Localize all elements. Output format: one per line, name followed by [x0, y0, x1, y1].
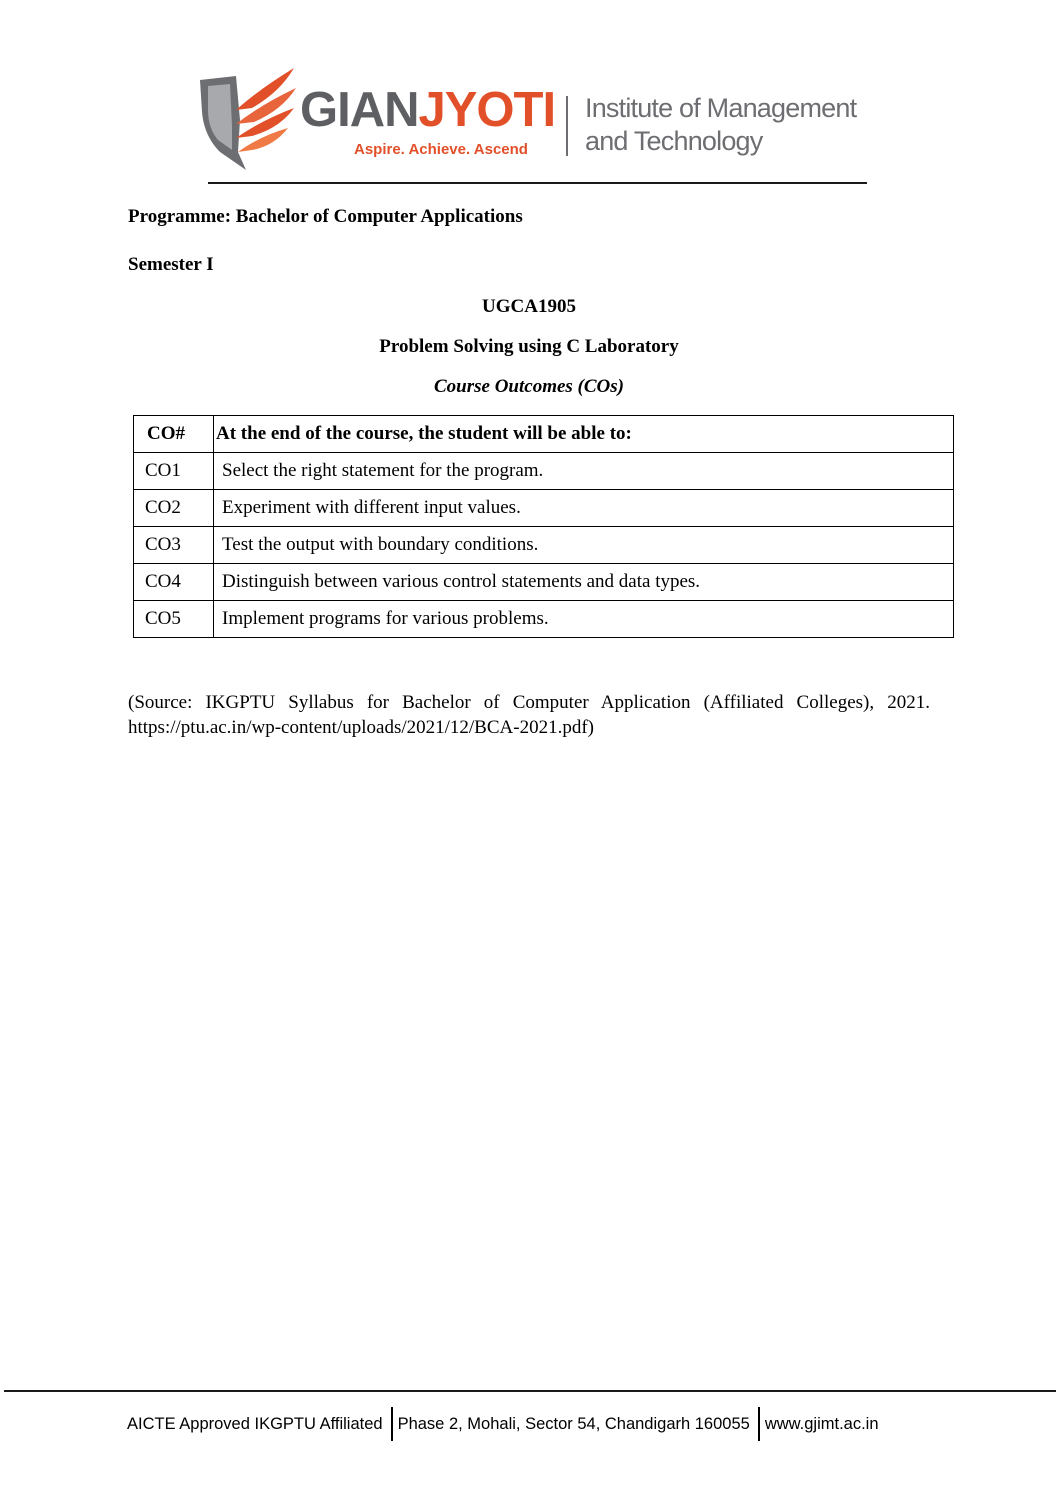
programme-heading: Programme: Bachelor of Computer Applications [128, 206, 523, 227]
co-description: Implement programs for various problems. [214, 601, 954, 638]
institute-name-line1: Institute of Management [585, 93, 857, 123]
header-rule [208, 182, 867, 184]
brand-tagline: Aspire. Achieve. Ascend [354, 141, 528, 158]
co-id: CO1 [134, 453, 214, 490]
co-id: CO5 [134, 601, 214, 638]
institute-name [585, 92, 856, 158]
co-description: Test the output with boundary conditions. [214, 527, 954, 564]
table-header-row [134, 416, 954, 453]
co-id: CO2 [134, 490, 214, 527]
brand-wordmark [300, 83, 556, 137]
brand-name-gian: GIAN [300, 83, 419, 137]
header-co-number: CO# [134, 416, 214, 453]
header-outcome-description: At the end of the course, the student will be able to: [214, 416, 954, 453]
table-row [134, 564, 954, 601]
brand-divider [566, 96, 568, 156]
footer-rule [4, 1390, 1056, 1392]
semester-heading: Semester I [128, 254, 214, 275]
footer-separator [391, 1407, 393, 1441]
table-row [134, 453, 954, 490]
co-description: Experiment with different input values. [214, 490, 954, 527]
footer [127, 1406, 879, 1442]
table-row [134, 490, 954, 527]
table-row [134, 601, 954, 638]
source-note: (Source: IKGPTU Syllabus for Bachelor of Computer Application (Affiliated Colleges), 2021. https://ptu.ac.in/wp-content/uploads/2021/12/BCA-2021.pdf) [128, 692, 930, 738]
co-description: Distinguish between various control statements and data types. [214, 564, 954, 601]
course-outcomes-table [133, 415, 954, 638]
footer-website: www.gjimt.ac.in [764, 1414, 879, 1433]
course-title: Problem Solving using C Laboratory [379, 336, 679, 357]
footer-address: Phase 2, Mohali, Sector 54, Chandigarh 160055 [397, 1414, 750, 1433]
co-id: CO3 [134, 527, 214, 564]
co-id: CO4 [134, 564, 214, 601]
course-code: UGCA1905 [482, 296, 576, 317]
table-row [134, 527, 954, 564]
footer-affiliation: AICTE Approved IKGPTU Affiliated [127, 1414, 383, 1433]
institute-name-line2: and Technology [585, 126, 763, 156]
course-outcomes-heading: Course Outcomes (COs) [433, 376, 624, 397]
brand-name-jyoti: JYOTI [418, 83, 556, 137]
footer-separator [758, 1407, 760, 1441]
shield-wings-icon [196, 66, 298, 176]
co-description: Select the right statement for the program. [214, 453, 954, 490]
brand-name [300, 83, 556, 137]
